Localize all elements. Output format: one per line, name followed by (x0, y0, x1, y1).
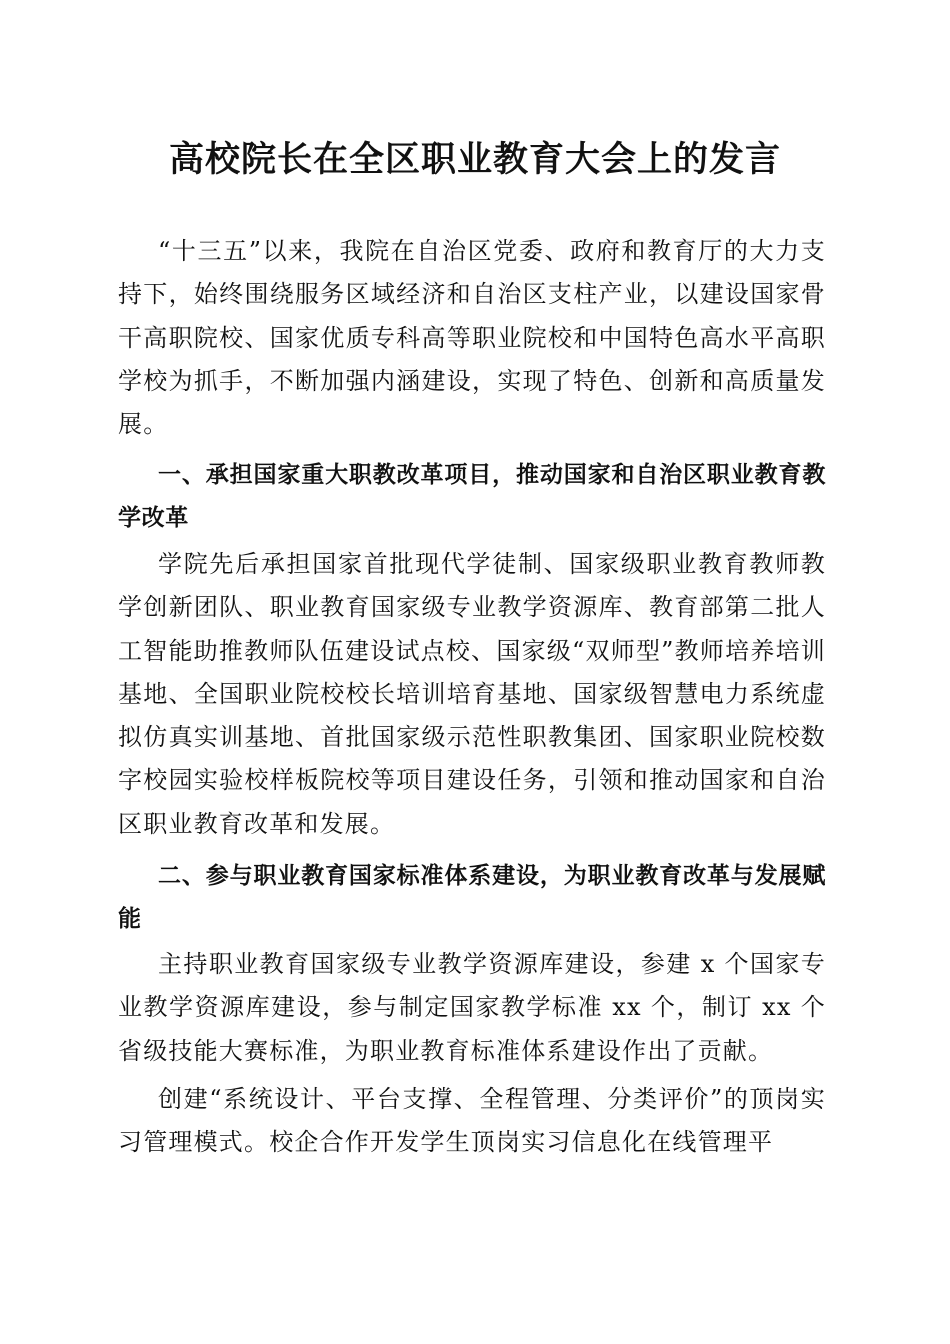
section-heading-1: 一、承担国家重大职教改革项目，推动国家和自治区职业教育教学改革 (118, 462, 826, 532)
section-2-paragraph-1: 主持职业教育国家级专业教学资源库建设，参建 x 个国家专业教学资源库建设，参与制定国家教学标准 xx 个，制订 xx 个省级技能大赛标准，为职业教育标准体系建设作出了贡献。 (118, 950, 826, 1065)
intro-paragraph: “十三五”以来，我院在自治区党委、政府和教育厅的大力支持下，始终围绕服务区域经济和自治区支柱产业，以建设国家骨干高职院校、国家优质专科高等职业院校和中国特色高水平高职学校为抓手，不断加强内涵建设，实现了特色、创新和高质量发展。 (118, 237, 826, 439)
section-heading-2: 二、参与职业教育国家标准体系建设，为职业教育改革与发展赋能 (118, 863, 826, 933)
document-title: 高校院长在全区职业教育大会上的发言 (168, 139, 781, 180)
section-2-paragraph-2: 创建“系统设计、平台支撑、全程管理、分类评价”的顶岗实习管理模式。校企合作开发学生顶岗实习信息化在线管理平 (118, 1085, 826, 1157)
section-1-paragraph: 学院先后承担国家首批现代学徒制、国家级职业教育教师教学创新团队、职业教育国家级专业教学资源库、教育部第二批人工智能助推教师队伍建设试点校、国家级“双师型”教师培养培训基地、全国职业院校校长培训培育基地、国家级智慧电力系统虚拟仿真实训基地、首批国家级示范性职教集团、国家职业院校数字校园实验校样板院校等项目建设任务，引领和推动国家和自治区职业教育改革和发展。 (118, 550, 826, 838)
